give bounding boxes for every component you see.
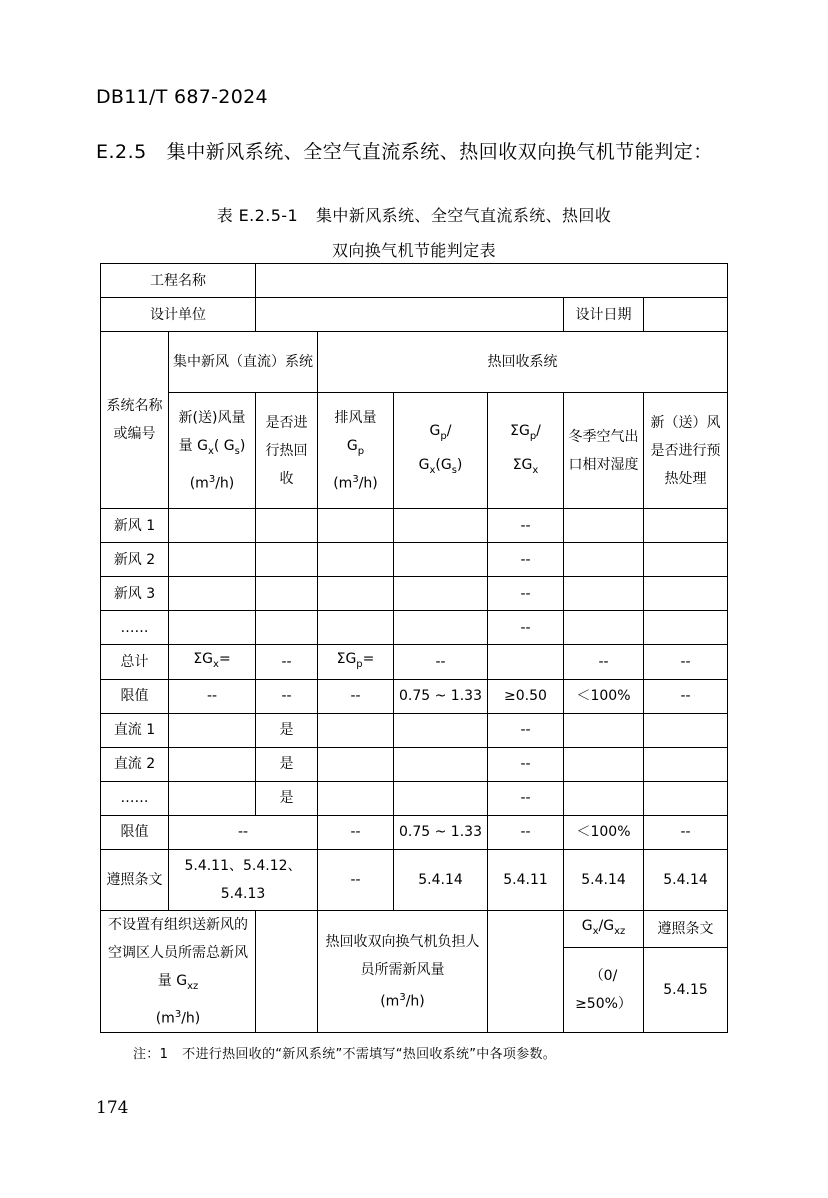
unit-sup: 3 xyxy=(174,1008,182,1020)
dash-cell: -- xyxy=(488,781,564,815)
gs-paren-close: ) xyxy=(239,437,246,454)
ratio-header xyxy=(394,393,488,509)
ratio-den-paren: (G xyxy=(435,456,452,473)
clause-sum: 5.4.11 xyxy=(488,849,564,910)
table-row xyxy=(101,332,728,393)
gx-symbol: G xyxy=(197,437,208,454)
table-caption xyxy=(0,203,828,226)
bottom-left-value xyxy=(256,910,318,1032)
dash-cell: -- xyxy=(644,645,728,680)
dash-cell: -- xyxy=(318,679,394,713)
project-name-value xyxy=(256,264,728,298)
table-row xyxy=(101,713,728,747)
energy-judgement-table xyxy=(100,263,728,1033)
page-number: 174 xyxy=(96,1098,129,1118)
note-label: 注：1 xyxy=(133,1047,169,1062)
preheat-header: 新（送）风是否进行预热处理 xyxy=(644,393,728,509)
bottom-mid-label xyxy=(318,910,488,1032)
sum-den: ΣG xyxy=(512,456,533,473)
table-row xyxy=(101,645,728,680)
dash-cell: -- xyxy=(488,815,564,849)
dash-cell: -- xyxy=(394,645,488,680)
row-label: …… xyxy=(101,781,169,815)
sum-den-sub: x xyxy=(532,464,539,476)
dash-cell: -- xyxy=(169,815,318,849)
unit-post: /h) xyxy=(215,475,235,492)
supply-air-header: 新(送)风量 量 $G_x$( $G_s$) $(m^3/h)$ xyxy=(169,393,256,509)
supply-air-label: 新(送)风量 xyxy=(178,409,246,426)
limit-sum: ≥0.50 xyxy=(488,679,564,713)
bottom-ratio-a: G xyxy=(581,917,593,934)
gp-symbol: G xyxy=(346,437,358,454)
dash-cell: -- xyxy=(256,645,318,680)
dash-cell: -- xyxy=(488,509,564,543)
table-row xyxy=(101,264,728,298)
ratio-slash: / xyxy=(446,422,452,439)
limit-label: 限值 xyxy=(101,815,169,849)
table-row xyxy=(101,679,728,713)
section-number: E.2.5 xyxy=(96,141,147,163)
clause-preheat: 5.4.14 xyxy=(644,849,728,910)
unit-sup: 3 xyxy=(399,991,406,1003)
limit-label: 限值 xyxy=(101,679,169,713)
bottom-ratio-a-sub: x xyxy=(592,925,599,937)
dash-cell: -- xyxy=(488,747,564,781)
note-text: 不进行热回收的“新风系统”不需填写“热回收系统”中各项参数。 xyxy=(182,1047,557,1062)
bottom-mid-text: 热回收双向换气机负担人员所需新风量 xyxy=(325,933,480,978)
dash-cell: -- xyxy=(564,645,644,680)
heat-recovery-group-header: 热回收系统 xyxy=(318,332,728,393)
bottom-left-text: 不设置有组织送新风的空调区人员所需总新风量 G xyxy=(108,916,248,989)
dash-cell: -- xyxy=(318,849,394,910)
unit-pre: (m xyxy=(333,475,353,492)
clause-ratio: 5.4.14 xyxy=(394,849,488,910)
section-heading xyxy=(96,136,736,168)
table-row xyxy=(101,781,728,815)
table-row xyxy=(101,393,728,509)
dash-cell: -- xyxy=(256,679,318,713)
sum-slash: / xyxy=(536,422,541,439)
dash-cell: -- xyxy=(318,815,394,849)
limit-humidity: ＜100% xyxy=(564,679,644,713)
table-number: 表 E.2.5-1 xyxy=(216,206,299,225)
table-row xyxy=(101,849,728,910)
total-gp-symbol: ΣG xyxy=(336,651,357,667)
sum-num: ΣG xyxy=(510,422,530,439)
dash-cell: -- xyxy=(644,815,728,849)
exhaust-label: 排风量 xyxy=(334,409,377,426)
table-row xyxy=(101,611,728,645)
total-gx-sub: x xyxy=(213,658,219,670)
row-label: 新风 1 xyxy=(101,509,169,543)
bottom-ratio-value: （0/≥50%） xyxy=(564,947,644,1033)
dash-cell: -- xyxy=(488,577,564,611)
table-row xyxy=(101,298,728,332)
unit-pre: (m xyxy=(380,993,400,1010)
dash-cell: -- xyxy=(488,713,564,747)
row-label: 直流 2 xyxy=(101,747,169,781)
sum-num-sub: p xyxy=(529,430,537,442)
total-gp-eq: = xyxy=(362,651,375,667)
ratio-den-sub: x xyxy=(429,464,436,476)
ratio-den: G xyxy=(418,456,430,473)
project-name-label: 工程名称 xyxy=(101,264,256,298)
clause-humidity: 5.4.14 xyxy=(564,849,644,910)
gp-sub: p xyxy=(357,445,365,457)
dash-cell: -- xyxy=(488,543,564,577)
total-label: 总计 xyxy=(101,645,169,680)
total-gx-eq: = xyxy=(218,651,231,667)
dash-cell: -- xyxy=(488,611,564,645)
unit-pre: (m xyxy=(189,475,209,492)
design-date-label: 设计日期 xyxy=(564,298,644,332)
system-name-header: 系统名称或编号 xyxy=(101,332,169,509)
table-row xyxy=(101,815,728,849)
gs-sub: s xyxy=(234,445,240,457)
bottom-left-sub: xz xyxy=(187,980,199,992)
bottom-mid-value xyxy=(488,910,564,1032)
table-title-line2: 双向换气机节能判定表 xyxy=(331,241,496,260)
bottom-ratio-slash: /G xyxy=(598,917,615,934)
total-gx xyxy=(169,645,256,680)
yes-cell: 是 xyxy=(256,781,318,815)
unit-sup: 3 xyxy=(208,473,216,485)
ratio-num-sub: p xyxy=(440,430,447,442)
heat-recovery-flag-header: 是否进行热回收 xyxy=(256,393,318,509)
table-row xyxy=(101,543,728,577)
bottom-ratio-header xyxy=(564,910,644,947)
unit-post: /h) xyxy=(405,993,425,1010)
clause-fresh: 5.4.11、5.4.12、5.4.13 xyxy=(169,849,318,910)
ratio-den-paren-close: ) xyxy=(456,456,463,473)
bottom-clause-label: 遵照条文 xyxy=(644,910,728,947)
table-note xyxy=(127,1043,556,1062)
total-gp-sub: p xyxy=(356,658,363,670)
table-row xyxy=(101,910,728,947)
bottom-left-label xyxy=(101,910,256,1032)
total-gp xyxy=(318,645,394,680)
gs-paren: ( G xyxy=(213,437,235,454)
bottom-clause-value: 5.4.15 xyxy=(644,947,728,1033)
total-gx-symbol: ΣG xyxy=(193,651,214,667)
ratio-num: G xyxy=(429,422,441,439)
unit-post: /h) xyxy=(358,475,378,492)
sum-ratio-header xyxy=(488,393,564,509)
limit-ratio: 0.75 ~ 1.33 xyxy=(394,679,488,713)
clause-label: 遵照条文 xyxy=(101,849,169,910)
dash-cell: -- xyxy=(644,679,728,713)
yes-cell: 是 xyxy=(256,713,318,747)
table-title-line1: 集中新风系统、全空气直流系统、热回收 xyxy=(316,206,612,225)
dash-cell: -- xyxy=(169,679,256,713)
row-label: 直流 1 xyxy=(101,713,169,747)
limit-humidity: ＜100% xyxy=(564,815,644,849)
table-row xyxy=(101,577,728,611)
unit-sup: 3 xyxy=(352,473,359,485)
humidity-header: 冬季空气出口相对湿度 xyxy=(564,393,644,509)
row-label: …… xyxy=(101,611,169,645)
row-label: 新风 3 xyxy=(101,577,169,611)
table-row xyxy=(101,747,728,781)
yes-cell: 是 xyxy=(256,747,318,781)
ratio-den-paren-sub: s xyxy=(451,464,457,476)
limit-ratio: 0.75 ~ 1.33 xyxy=(394,815,488,849)
exhaust-air-header xyxy=(318,393,394,509)
gx-sub: x xyxy=(207,445,214,457)
table-row xyxy=(101,509,728,543)
unit-pre: (m xyxy=(155,1010,175,1027)
design-unit-value xyxy=(256,298,564,332)
fresh-air-group-header: 集中新风（直流）系统 xyxy=(169,332,318,393)
design-date-value xyxy=(644,298,728,332)
document-code: DB11/T 687-2024 xyxy=(96,86,268,108)
row-label: 新风 2 xyxy=(101,543,169,577)
unit-post: /h) xyxy=(181,1010,201,1027)
section-title: 集中新风系统、全空气直流系统、热回收双向换气机节能判定： xyxy=(166,141,713,163)
bottom-ratio-b-sub: xz xyxy=(614,925,626,937)
design-unit-label: 设计单位 xyxy=(101,298,256,332)
